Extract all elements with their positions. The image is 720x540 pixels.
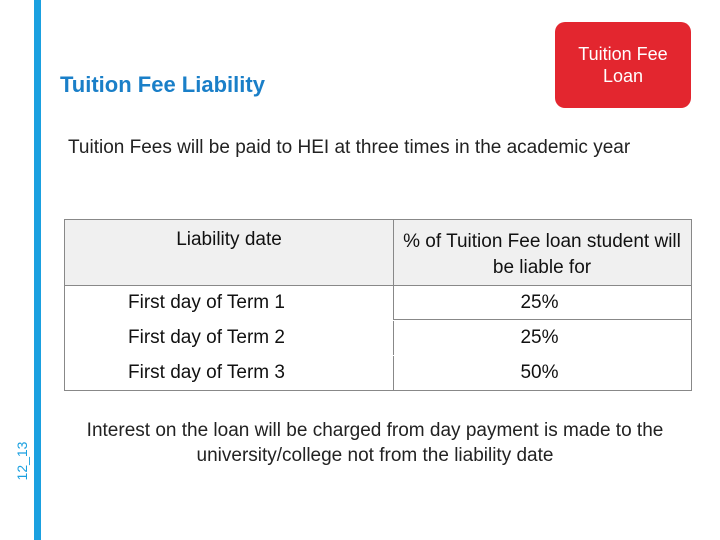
table-cell-liability-date: First day of Term 1 (128, 292, 285, 313)
table-row (65, 356, 691, 390)
table-header-percent-liable: % of Tuition Fee loan student will be liable for (403, 231, 681, 278)
loan-type-badge (555, 22, 691, 108)
liability-table (64, 219, 692, 391)
slide-code-label: 12_13 (14, 441, 30, 481)
table-cell-liability-date: First day of Term 2 (128, 327, 285, 348)
table-cell-liability-date: First day of Term 3 (128, 362, 285, 383)
table-cell-percent: 25% (393, 286, 691, 320)
intro-text: Tuition Fees will be paid to HEI at three times in the academic year (68, 137, 631, 158)
table-header-liability-date: Liability date (176, 229, 282, 250)
interest-note: Interest on the loan will be charged from day payment is made to the university/college not from the liability date (86, 420, 664, 467)
table-cell-percent: 50% (393, 356, 691, 390)
left-accent-bar (34, 0, 41, 540)
loan-type-badge-label: Tuition Fee Loan (578, 43, 668, 86)
table-row (65, 321, 691, 355)
table-cell-percent: 25% (393, 321, 691, 355)
table-row (65, 286, 691, 320)
page-title: Tuition Fee Liability (60, 72, 265, 97)
